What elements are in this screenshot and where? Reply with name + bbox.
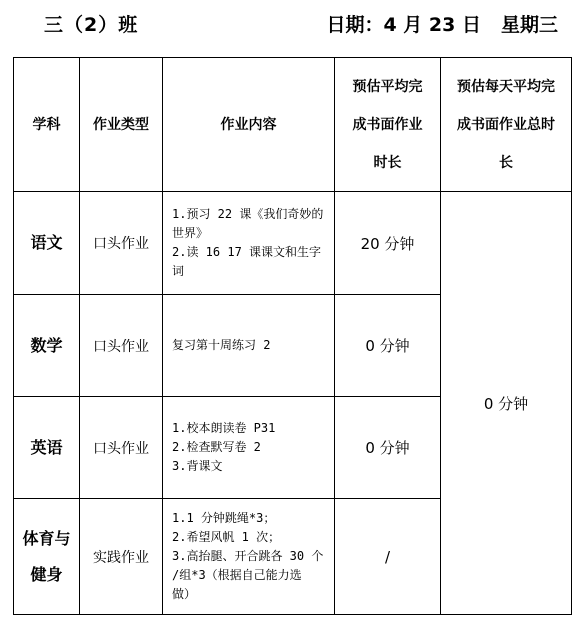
daily-total-cell: 0 分钟	[441, 192, 572, 615]
content-line: 复习第十周练习 2	[172, 338, 271, 352]
subject-cell: 数学	[14, 295, 80, 397]
content-cell	[163, 295, 335, 397]
content-line: 2.读 16 17 课课文和生字	[172, 245, 322, 259]
type-cell: 口头作业	[80, 295, 163, 397]
column-header-avg-duration	[335, 58, 441, 192]
content-cell	[163, 192, 335, 295]
header-line: 预估平均完	[352, 78, 423, 95]
subject-line: 体育与	[22, 528, 71, 548]
header-line: 长	[499, 154, 513, 171]
subject-cell: 语文	[14, 192, 80, 295]
duration-cell: 0 分钟	[335, 397, 441, 499]
content-line: 世界》	[172, 226, 209, 240]
class-name: 三（2）班	[44, 14, 139, 36]
weekday-text: 星期三	[500, 14, 558, 36]
content-line: 3.背课文	[172, 459, 223, 473]
table-header-row	[14, 58, 572, 192]
type-cell: 实践作业	[80, 499, 163, 615]
content-line: 1.预习 22 课《我们奇妙的	[172, 207, 324, 221]
header-line: 成书面作业总时	[457, 116, 555, 133]
column-header-daily-total	[441, 58, 572, 192]
homework-table	[13, 57, 572, 615]
content-line: 2.希望风帆 1 次；	[172, 530, 281, 544]
content-cell	[163, 397, 335, 499]
type-cell: 口头作业	[80, 192, 163, 295]
content-line: 词	[172, 264, 185, 278]
content-line: 做）	[172, 587, 197, 601]
duration-cell: 20 分钟	[335, 192, 441, 295]
page-header	[0, 10, 584, 42]
content-line: 1.1 分钟跳绳*3；	[172, 511, 276, 525]
content-line: 3.高抬腿、开合跳各 30 个	[172, 549, 324, 563]
date-line	[326, 10, 558, 37]
content-line: 1.校本朗读卷 P31	[172, 421, 276, 435]
type-cell: 口头作业	[80, 397, 163, 499]
content-line: 2.检查默写卷 2	[172, 440, 261, 454]
subject-line: 健身	[30, 564, 63, 584]
column-header-content: 作业内容	[163, 58, 335, 192]
subject-cell: 英语	[14, 397, 80, 499]
date-text: 日期：4 月 23 日	[326, 14, 481, 36]
header-line: 时长	[373, 154, 402, 171]
content-cell	[163, 499, 335, 615]
content-line: /组*3（根据自己能力选	[172, 568, 302, 582]
header-line: 成书面作业	[352, 116, 423, 133]
duration-cell: /	[335, 499, 441, 615]
column-header-subject: 学科	[14, 58, 80, 192]
subject-cell	[14, 499, 80, 615]
table-row-chinese	[14, 192, 572, 295]
header-line: 预估每天平均完	[457, 78, 555, 95]
duration-cell: 0 分钟	[335, 295, 441, 397]
column-header-type: 作业类型	[80, 58, 163, 192]
